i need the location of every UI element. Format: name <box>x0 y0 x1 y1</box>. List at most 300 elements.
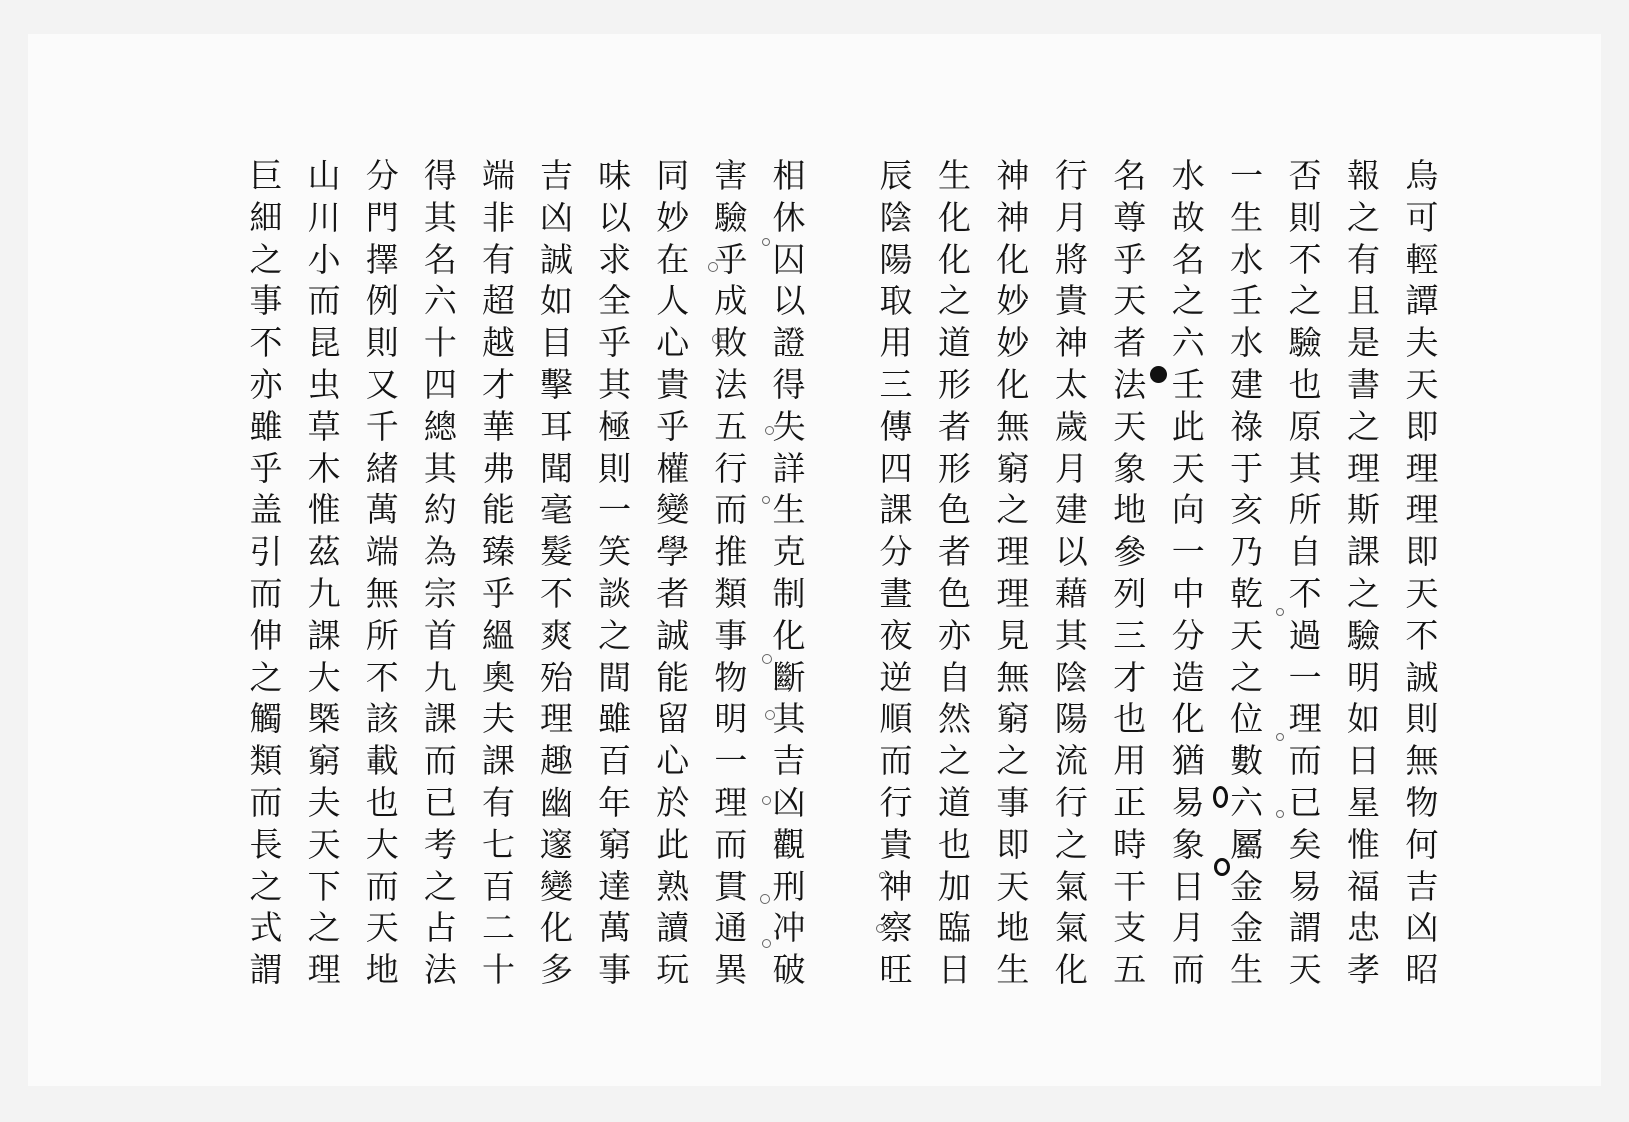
glyph: 囚 <box>772 239 806 279</box>
glyph: 長 <box>249 824 283 864</box>
glyph: 而 <box>307 281 341 321</box>
glyph: 者 <box>656 574 690 613</box>
manuscript-page <box>28 34 1601 1086</box>
glyph: 茲 <box>307 532 341 572</box>
punctuation-mark <box>762 238 770 246</box>
glyph: 夫 <box>1405 323 1439 363</box>
glyph: 見 <box>996 615 1030 655</box>
glyph: 名 <box>423 239 457 279</box>
text-column <box>763 156 815 1039</box>
glyph: 十 <box>423 323 457 363</box>
glyph: 亥 <box>1230 490 1264 530</box>
glyph: 理 <box>307 950 341 990</box>
glyph: 福 <box>1347 866 1380 906</box>
glyph: 自 <box>937 657 971 697</box>
glyph: 然 <box>937 699 971 739</box>
glyph: 誠 <box>540 239 574 279</box>
punctuation-mark <box>1213 786 1228 808</box>
glyph: 理 <box>1405 448 1439 488</box>
glyph: 陰 <box>879 197 913 237</box>
text-column <box>1279 156 1331 1039</box>
glyph: 髮 <box>540 532 574 572</box>
glyph: 建 <box>1054 490 1088 530</box>
glyph: 三 <box>879 365 913 404</box>
glyph: 課 <box>1347 532 1380 572</box>
glyph: 即 <box>996 824 1030 864</box>
glyph: 緒 <box>365 448 399 488</box>
glyph: 不 <box>1288 574 1322 613</box>
glyph: 陽 <box>879 239 913 279</box>
glyph: 水 <box>1230 239 1264 279</box>
glyph: 逆 <box>879 657 913 697</box>
glyph: 斷 <box>772 657 806 697</box>
glyph: 太 <box>1054 365 1088 404</box>
glyph: 多 <box>540 950 574 990</box>
text-column <box>414 156 466 1039</box>
glyph: 明 <box>1347 657 1380 697</box>
glyph: 式 <box>249 908 283 948</box>
glyph: 人 <box>656 281 690 321</box>
text-column <box>987 156 1039 1039</box>
glyph: 才 <box>481 365 515 404</box>
glyph: 天 <box>365 908 399 948</box>
glyph: 之 <box>249 657 283 697</box>
glyph: 妙 <box>996 323 1030 363</box>
glyph: 盖 <box>249 490 283 530</box>
glyph: 害 <box>714 156 748 195</box>
glyph: 孝 <box>1347 950 1380 990</box>
glyph: 妙 <box>656 197 690 237</box>
glyph: 地 <box>365 950 399 990</box>
glyph: 雖 <box>598 699 632 739</box>
glyph: 乎 <box>249 448 283 488</box>
glyph: 法 <box>1113 365 1147 404</box>
glyph: 四 <box>879 448 913 488</box>
glyph: 星 <box>1347 783 1380 822</box>
glyph: 過 <box>1288 615 1322 655</box>
glyph: 年 <box>598 783 632 822</box>
glyph: 象 <box>1171 824 1205 864</box>
glyph: 事 <box>598 950 632 990</box>
glyph: 十 <box>481 950 515 990</box>
text-column <box>1162 156 1214 1039</box>
glyph: 也 <box>365 783 399 822</box>
glyph: 載 <box>365 741 399 781</box>
glyph: 可 <box>1405 197 1439 237</box>
glyph: 而 <box>249 783 283 822</box>
glyph: 分 <box>1171 615 1205 655</box>
glyph: 傳 <box>879 406 913 446</box>
glyph: 化 <box>1171 699 1205 739</box>
glyph: 驗 <box>714 197 748 237</box>
glyph: 水 <box>1230 323 1264 363</box>
glyph: 門 <box>365 197 399 237</box>
glyph: 向 <box>1171 490 1205 530</box>
glyph: 一 <box>1171 532 1205 572</box>
glyph: 弗 <box>481 448 515 488</box>
glyph: 凶 <box>772 783 806 822</box>
text-column <box>1396 156 1448 1039</box>
glyph: 能 <box>481 490 515 530</box>
glyph: 又 <box>365 365 399 404</box>
glyph: 則 <box>1288 197 1322 237</box>
glyph: 明 <box>714 699 748 739</box>
glyph: 課 <box>307 615 341 655</box>
glyph: 取 <box>879 281 913 321</box>
glyph: 貴 <box>879 824 913 864</box>
glyph: 陽 <box>1054 699 1088 739</box>
glyph: 晝 <box>879 574 913 613</box>
glyph: 地 <box>1113 490 1147 530</box>
glyph: 報 <box>1347 156 1380 195</box>
glyph: 易 <box>1171 783 1205 822</box>
glyph: 以 <box>598 197 632 237</box>
punctuation-mark <box>762 496 770 504</box>
glyph: 法 <box>714 365 748 404</box>
glyph: 惟 <box>307 490 341 530</box>
glyph: 屬 <box>1230 824 1264 864</box>
glyph: 草 <box>307 406 341 446</box>
glyph: 千 <box>365 406 399 446</box>
text-column <box>870 156 922 1039</box>
left-leaf <box>240 156 815 1039</box>
text-column <box>1104 156 1156 1039</box>
glyph: 何 <box>1405 824 1439 864</box>
glyph: 心 <box>656 741 690 781</box>
text-column <box>589 156 641 1039</box>
glyph: 而 <box>365 866 399 906</box>
glyph: 金 <box>1230 908 1264 948</box>
glyph: 不 <box>1405 615 1439 655</box>
glyph: 極 <box>598 406 632 446</box>
glyph: 流 <box>1054 741 1088 781</box>
glyph: 貴 <box>656 365 690 404</box>
glyph: 留 <box>656 699 690 739</box>
glyph: 天 <box>1230 615 1264 655</box>
glyph: 誠 <box>656 615 690 655</box>
text-column <box>1221 156 1273 1039</box>
glyph: 法 <box>423 950 457 990</box>
glyph: 三 <box>1113 615 1147 655</box>
punctuation-mark <box>876 924 885 933</box>
glyph: 吉 <box>1405 866 1439 906</box>
glyph: 臻 <box>481 532 515 572</box>
glyph: 失 <box>772 406 806 446</box>
glyph: 四 <box>423 365 457 404</box>
glyph: 此 <box>1171 406 1205 446</box>
glyph: 凶 <box>540 197 574 237</box>
glyph: 惟 <box>1347 824 1380 864</box>
punctuation-mark <box>765 426 774 435</box>
glyph: 殆 <box>540 657 574 697</box>
glyph: 之 <box>937 281 971 321</box>
glyph: 貴 <box>1054 281 1088 321</box>
glyph: 二 <box>481 908 515 948</box>
glyph: 而 <box>879 741 913 781</box>
glyph: 行 <box>1054 156 1088 195</box>
glyph: 月 <box>1054 197 1088 237</box>
glyph: 達 <box>598 866 632 906</box>
glyph: 無 <box>1405 741 1439 781</box>
glyph: 名 <box>1171 239 1205 279</box>
glyph: 其 <box>423 197 457 237</box>
glyph: 邃 <box>540 824 574 864</box>
glyph: 凶 <box>1405 908 1439 948</box>
glyph: 金 <box>1230 866 1264 906</box>
glyph: 而 <box>1171 950 1205 990</box>
glyph: 理 <box>996 532 1030 572</box>
glyph: 則 <box>598 448 632 488</box>
punctuation-mark <box>762 939 771 948</box>
glyph: 大 <box>365 824 399 864</box>
glyph: 行 <box>714 448 748 488</box>
glyph: 于 <box>1230 448 1264 488</box>
punctuation-mark <box>760 894 770 904</box>
glyph: 能 <box>656 657 690 697</box>
glyph: 相 <box>772 156 806 195</box>
glyph: 時 <box>1113 824 1147 864</box>
glyph: 忠 <box>1347 908 1380 948</box>
glyph: 而 <box>714 824 748 864</box>
glyph: 以 <box>772 281 806 321</box>
glyph: 建 <box>1230 365 1264 404</box>
glyph: 成 <box>714 281 748 321</box>
glyph: 事 <box>714 615 748 655</box>
glyph: 其 <box>1054 615 1088 655</box>
glyph: 者 <box>1113 323 1147 363</box>
glyph: 乃 <box>1230 532 1264 572</box>
glyph: 華 <box>481 406 515 446</box>
glyph: 夫 <box>307 783 341 822</box>
glyph: 而 <box>714 490 748 530</box>
glyph: 名 <box>1113 156 1147 195</box>
glyph: 乎 <box>656 406 690 446</box>
glyph: 化 <box>937 197 971 237</box>
glyph: 六 <box>1230 783 1264 822</box>
glyph: 超 <box>481 281 515 321</box>
text-column <box>647 156 699 1039</box>
glyph: 無 <box>365 574 399 613</box>
text-column <box>240 156 292 1039</box>
glyph: 物 <box>1405 783 1439 822</box>
glyph: 支 <box>1113 908 1147 948</box>
glyph: 六 <box>423 281 457 321</box>
glyph: 笑 <box>598 532 632 572</box>
glyph: 味 <box>598 156 632 195</box>
glyph: 妙 <box>996 281 1030 321</box>
glyph: 生 <box>772 490 806 530</box>
glyph: 冲 <box>772 908 806 948</box>
glyph: 天 <box>1405 574 1439 613</box>
glyph: 數 <box>1230 741 1264 781</box>
glyph: 順 <box>879 699 913 739</box>
glyph: 約 <box>423 490 457 530</box>
punctuation-mark <box>1276 810 1284 818</box>
text-column <box>928 156 980 1039</box>
glyph: 縕 <box>481 615 515 655</box>
glyph: 全 <box>598 281 632 321</box>
glyph: 辰 <box>879 156 913 195</box>
glyph: 參 <box>1113 532 1147 572</box>
text-column <box>472 156 524 1039</box>
glyph: 天 <box>1288 950 1322 990</box>
glyph: 爽 <box>540 615 574 655</box>
punctuation-mark <box>1214 858 1230 876</box>
glyph: 天 <box>1113 406 1147 446</box>
glyph: 將 <box>1054 239 1088 279</box>
glyph: 月 <box>1054 448 1088 488</box>
glyph: 易 <box>1288 866 1322 906</box>
glyph: 者 <box>937 532 971 572</box>
glyph: 物 <box>714 657 748 697</box>
glyph: 毫 <box>540 490 574 530</box>
glyph: 占 <box>423 908 457 948</box>
glyph: 否 <box>1288 156 1322 195</box>
glyph: 克 <box>772 532 806 572</box>
glyph: 之 <box>1230 657 1264 697</box>
punctuation-mark <box>708 262 718 272</box>
glyph: 雖 <box>249 406 283 446</box>
glyph: 萬 <box>598 908 632 948</box>
glyph: 列 <box>1113 574 1147 613</box>
glyph: 之 <box>1347 574 1380 613</box>
glyph: 趣 <box>540 741 574 781</box>
glyph: 之 <box>307 908 341 948</box>
glyph: 其 <box>772 699 806 739</box>
glyph: 下 <box>307 866 341 906</box>
glyph: 越 <box>481 323 515 363</box>
glyph: 天 <box>996 866 1030 906</box>
glyph: 化 <box>540 908 574 948</box>
glyph: 九 <box>423 657 457 697</box>
glyph: 亦 <box>937 615 971 655</box>
glyph: 之 <box>996 741 1030 781</box>
glyph: 同 <box>656 156 690 195</box>
glyph: 即 <box>1405 532 1439 572</box>
glyph: 神 <box>879 866 913 906</box>
punctuation-mark <box>712 334 722 344</box>
glyph: 之 <box>1347 406 1380 446</box>
glyph: 九 <box>307 574 341 613</box>
glyph: 道 <box>937 323 971 363</box>
glyph: 有 <box>481 239 515 279</box>
glyph: 川 <box>307 197 341 237</box>
glyph: 正 <box>1113 783 1147 822</box>
glyph: 理 <box>714 783 748 822</box>
glyph: 生 <box>1230 950 1264 990</box>
glyph: 所 <box>1288 490 1322 530</box>
glyph: 敗 <box>714 323 748 363</box>
glyph: 理 <box>1405 490 1439 530</box>
glyph: 擊 <box>540 365 574 404</box>
glyph: 耳 <box>540 406 574 446</box>
glyph: 理 <box>1347 448 1380 488</box>
glyph: 有 <box>481 783 515 822</box>
text-column <box>531 156 583 1039</box>
glyph: 得 <box>772 365 806 404</box>
glyph: 總 <box>423 406 457 446</box>
glyph: 謂 <box>1288 908 1322 948</box>
glyph: 無 <box>996 406 1030 446</box>
glyph: 例 <box>365 281 399 321</box>
glyph: 窮 <box>996 448 1030 488</box>
glyph: 端 <box>481 156 515 195</box>
glyph: 間 <box>598 657 632 697</box>
glyph: 窮 <box>996 699 1030 739</box>
glyph: 此 <box>656 824 690 864</box>
glyph: 乎 <box>714 239 748 279</box>
glyph: 類 <box>249 741 283 781</box>
glyph: 端 <box>365 532 399 572</box>
glyph: 其 <box>1288 448 1322 488</box>
glyph: 以 <box>1054 532 1088 572</box>
glyph: 昭 <box>1405 950 1439 990</box>
glyph: 夜 <box>879 615 913 655</box>
glyph: 五 <box>714 406 748 446</box>
glyph: 之 <box>1347 197 1380 237</box>
glyph: 形 <box>937 448 971 488</box>
glyph: 日 <box>1347 741 1380 781</box>
glyph: 非 <box>481 197 515 237</box>
glyph: 推 <box>714 532 748 572</box>
glyph: 氣 <box>1054 908 1088 948</box>
glyph: 大 <box>307 657 341 697</box>
glyph: 也 <box>1113 699 1147 739</box>
glyph: 學 <box>656 532 690 572</box>
glyph: 權 <box>656 448 690 488</box>
glyph: 休 <box>772 197 806 237</box>
glyph: 變 <box>656 490 690 530</box>
glyph: 理 <box>1288 699 1322 739</box>
glyph: 課 <box>423 699 457 739</box>
punctuation-mark <box>762 796 771 805</box>
glyph: 色 <box>937 574 971 613</box>
glyph: 在 <box>656 239 690 279</box>
glyph: 之 <box>1288 281 1322 321</box>
glyph: 造 <box>1171 657 1205 697</box>
glyph: 干 <box>1113 866 1147 906</box>
glyph: 行 <box>1054 783 1088 822</box>
glyph: 之 <box>996 490 1030 530</box>
glyph: 已 <box>1288 783 1322 822</box>
glyph: 木 <box>307 448 341 488</box>
glyph: 其 <box>423 448 457 488</box>
glyph: 陰 <box>1054 657 1088 697</box>
glyph: 分 <box>365 156 399 195</box>
glyph: 尊 <box>1113 197 1147 237</box>
glyph: 而 <box>1288 741 1322 781</box>
glyph: 用 <box>1113 741 1147 781</box>
glyph: 天 <box>1405 365 1439 404</box>
punctuation-mark <box>1276 608 1284 616</box>
glyph: 為 <box>423 532 457 572</box>
glyph: 地 <box>996 908 1030 948</box>
glyph: 壬 <box>1171 365 1205 404</box>
text-column <box>298 156 350 1039</box>
glyph: 吉 <box>772 741 806 781</box>
glyph: 化 <box>937 239 971 279</box>
glyph: 矣 <box>1288 824 1322 864</box>
glyph: 化 <box>772 615 806 655</box>
glyph: 之 <box>1171 281 1205 321</box>
glyph: 則 <box>1405 699 1439 739</box>
glyph: 之 <box>598 615 632 655</box>
glyph: 擇 <box>365 239 399 279</box>
glyph: 之 <box>249 866 283 906</box>
glyph: 壬 <box>1230 281 1264 321</box>
glyph: 一 <box>598 490 632 530</box>
glyph: 用 <box>879 323 913 363</box>
